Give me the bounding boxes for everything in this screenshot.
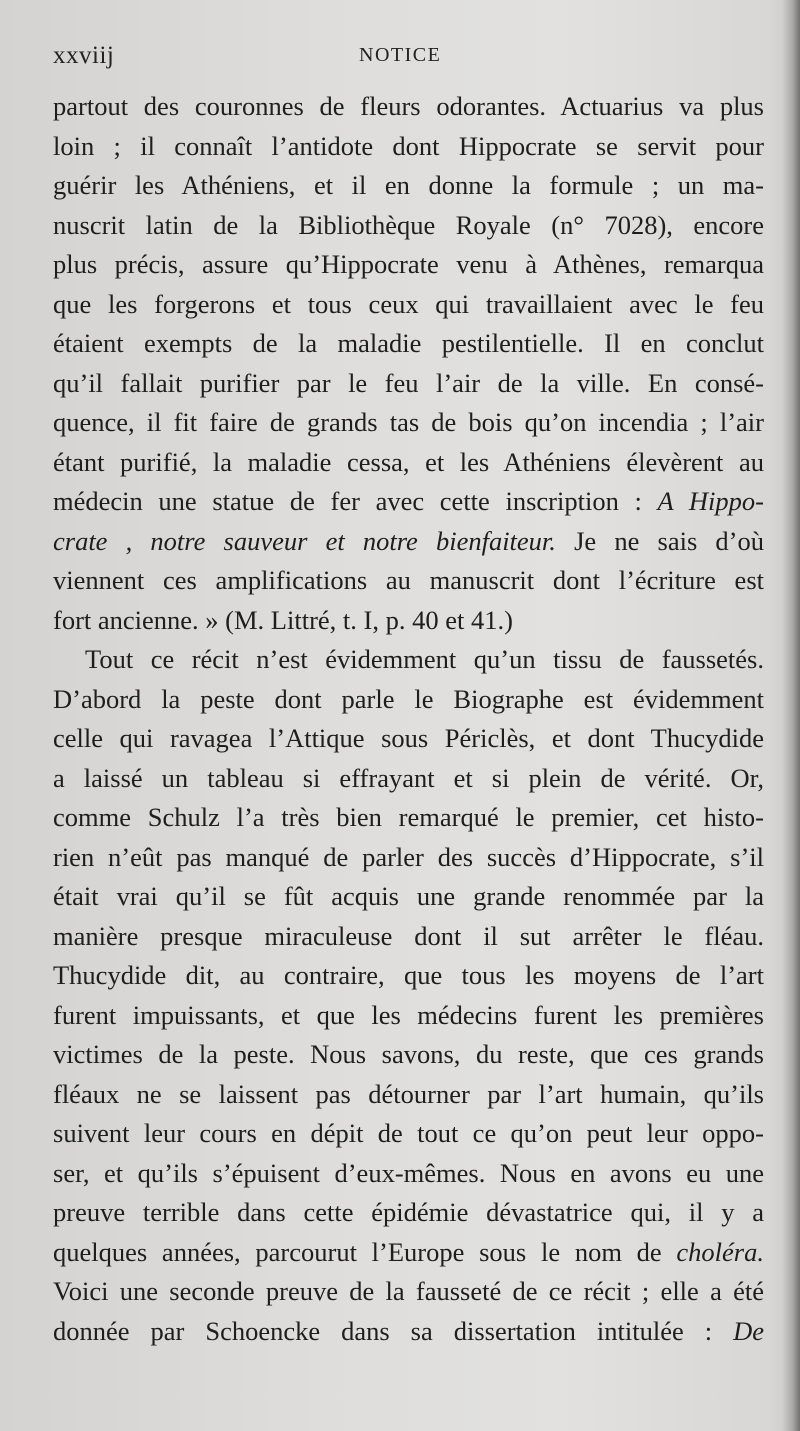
text-run: preuve terrible dans cette épidémie dévastatrice qui, il y a [53,1197,764,1227]
text-run: comme Schulz l’a très bien remarqué le premier, cet histo- [53,802,764,832]
text-run: suivent leur cours en dépit de tout ce qu’on peut leur oppo- [53,1118,764,1148]
text-run: Thucydide dit, au contraire, que tous les moyens de l’art [53,960,764,990]
text-line [53,917,764,957]
text-line [53,324,764,364]
text-line [53,640,764,680]
text-run: que les forgerons et tous ceux qui travaillaient avec le feu [53,288,764,319]
page-edge-shadow [782,0,800,1431]
text-line [53,759,764,799]
text-line [53,680,764,720]
text-run: celle qui ravagea l’Attique sous Périclès, et dont Thucydide [53,723,764,753]
text-line [53,1272,764,1312]
text-run: loin ; il connaît l’antidote dont Hippocrate se servit pour [53,130,764,161]
text-line [53,1233,764,1273]
text-run: nuscrit latin de la Bibliothèque Royale (n° 7028), encore [53,209,764,240]
text-line [53,127,764,167]
text-line [53,561,764,601]
text-run: étant purifié, la maladie cessa, et les Athéniens élevèrent au [53,446,764,477]
text-run: viennent ces amplifications au manuscrit dont l’écriture est [53,565,764,595]
text-run: fléaux ne se laissent pas détourner par l’art humain, qu’ils [53,1078,764,1109]
text-line [53,285,764,325]
text-line [53,719,764,759]
text-run: étaient exempts de la maladie pestilentielle. Il en conclut [53,328,764,358]
text-run: était vrai qu’il se fût acquis une grande renommée par la [53,881,764,911]
text-line [53,601,764,641]
text-run: manière presque miraculeuse dont il sut arrêter le fléau. [53,920,764,951]
text-run: guérir les Athéniens, et il en donne la formule ; un ma- [53,170,764,200]
text-run: furent impuissants, et que les médecins furent les premières [53,999,764,1030]
text-run: Je ne sais d’où [555,525,764,556]
text-run: médecin une statue de fer avec cette inscription : [53,486,658,516]
page-number: xxviij [53,42,115,69]
text-run: donnée par Schoencke dans sa dissertation intitulée : [53,1315,734,1346]
text-line [53,1193,764,1233]
text-line [53,403,764,443]
text-run: D’abord la peste dont parle le Biographe est évidemment [53,683,764,714]
text-line [53,956,764,996]
text-line [53,1035,764,1075]
text-run: partout des couronnes de fleurs odorantes. Actuarius va plus [53,91,764,121]
text-run: Tout ce récit n’est évidemment qu’un tissu de faussetés. [85,644,764,674]
text-run: qu’il fallait purifier par le feu l’air de la ville. En consé- [53,367,764,398]
italic-text: choléra. [676,1236,764,1267]
text-line [53,1114,764,1154]
body-text [53,87,764,1351]
text-line [53,87,764,127]
text-run: victimes de la peste. Nous savons, du reste, que ces grands [53,1039,764,1069]
text-run: ser, et qu’ils s’épuisent d’eux-mêmes. Nous en avons eu une [53,1157,764,1188]
text-line [53,877,764,917]
text-line [53,522,764,562]
text-line [53,996,764,1036]
text-line [53,482,764,522]
text-run: rien n’eût pas manqué de parler des succès d’Hippocrate, s’il [53,841,764,872]
text-run: Voici une seconde preuve de la fausseté de ce récit ; elle a été [53,1276,764,1306]
running-head: NOTICE [359,44,442,66]
text-run: quelques années, parcourut l’Europe sous le nom de [53,1236,677,1267]
text-run: a laissé un tableau si effrayant et si plein de vérité. Or, [53,762,764,793]
text-line [53,1312,764,1352]
text-run: quence, il fit faire de grands tas de bois qu’on incendia ; l’air [53,407,764,437]
page-header [53,42,761,76]
text-line [53,166,764,206]
text-run: fort ancienne. » (M. Littré, t. I, p. 40 et 41.) [53,604,513,635]
text-line [53,838,764,878]
italic-text: crate , notre sauveur et notre bienfaiteur. [53,525,556,556]
italic-text: A Hippo- [657,486,764,516]
text-line [53,206,764,246]
text-line [53,1154,764,1194]
text-line [53,1075,764,1115]
text-line [53,798,764,838]
italic-text: De [733,1315,764,1346]
text-line [53,364,764,404]
text-line [53,245,764,285]
text-run: plus précis, assure qu’Hippocrate venu à Athènes, remarqua [53,249,764,279]
text-line [53,443,764,483]
